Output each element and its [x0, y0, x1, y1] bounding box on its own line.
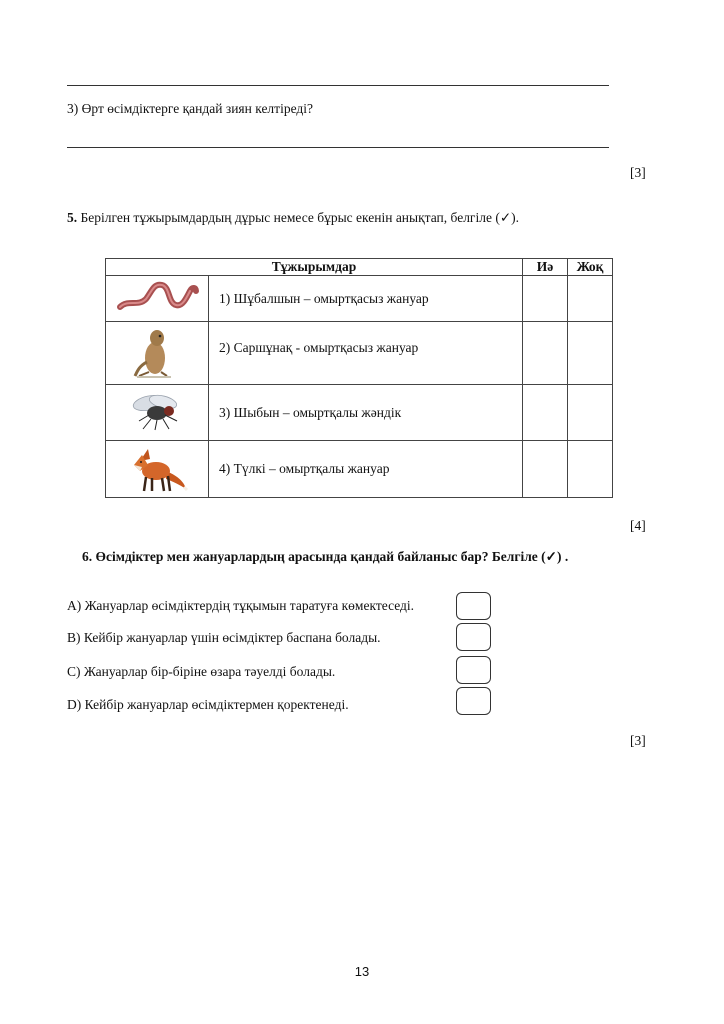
no-cell-1[interactable]	[568, 276, 613, 322]
earthworm-image	[112, 277, 202, 317]
no-cell-2[interactable]	[568, 322, 613, 385]
table-row	[106, 385, 613, 441]
question-5-text: Берілген тұжырымдардың дұрыс немесе бұрыс екенін анықтап, белгіле (✓).	[77, 210, 520, 225]
statements-table	[105, 258, 613, 498]
header-no: Жоқ	[568, 259, 613, 276]
option-d: D) Кейбір жануарлар өсімдіктермен қоректенеді.	[67, 697, 349, 712]
image-cell	[106, 385, 209, 441]
table-row	[106, 441, 613, 498]
image-cell	[106, 322, 209, 385]
statement-3: 3) Шыбын – омыртқалы жәндік	[209, 385, 523, 441]
question-5-title	[67, 210, 519, 226]
yes-cell-2[interactable]	[523, 322, 568, 385]
fox-image	[126, 441, 188, 493]
statement-1: 1) Шұбалшын – омыртқасыз жануар	[209, 276, 523, 322]
option-a-checkbox[interactable]	[456, 592, 491, 620]
table-row	[106, 322, 613, 385]
no-cell-4[interactable]	[568, 441, 613, 498]
answer-line	[67, 85, 609, 86]
image-cell	[106, 441, 209, 498]
answer-line	[67, 147, 609, 148]
yes-cell-3[interactable]	[523, 385, 568, 441]
yes-cell-4[interactable]	[523, 441, 568, 498]
no-cell-3[interactable]	[568, 385, 613, 441]
question-6-mark: [3]	[630, 733, 646, 748]
fly-image	[127, 389, 187, 433]
question-5-number: 5.	[67, 210, 78, 225]
question-6-title: 6. Өсімдіктер мен жануарлардың арасында қандай байланыс бар? Белгіле (✓) .	[82, 549, 569, 564]
header-statements: Тұжырымдар	[106, 259, 523, 276]
option-d-checkbox[interactable]	[456, 687, 491, 715]
statement-4: 4) Түлкі – омыртқалы жануар	[209, 441, 523, 498]
statement-2: 2) Саршұнақ - омыртқасыз жануар	[209, 322, 523, 385]
question-4-mark: [3]	[630, 165, 646, 180]
question-5-mark: [4]	[630, 518, 646, 533]
option-c-checkbox[interactable]	[456, 656, 491, 684]
header-yes: Иә	[523, 259, 568, 276]
option-b-checkbox[interactable]	[456, 623, 491, 651]
question-4-item-3: 3) Өрт өсімдіктерге қандай зиян келтіреді?	[67, 101, 313, 116]
table-row	[106, 276, 613, 322]
option-b: B) Кейбір жануарлар үшін өсімдіктер баспана болады.	[67, 630, 381, 645]
option-c: C) Жануарлар бір-біріне өзара тәуелді болады.	[67, 664, 336, 679]
table-header-row	[106, 259, 613, 276]
image-cell	[106, 276, 209, 322]
page-number: 13	[354, 964, 370, 979]
gopher-image	[127, 322, 187, 380]
option-a: A) Жануарлар өсімдіктердің тұқымын таратуға көмектеседі.	[67, 598, 415, 613]
yes-cell-1[interactable]	[523, 276, 568, 322]
